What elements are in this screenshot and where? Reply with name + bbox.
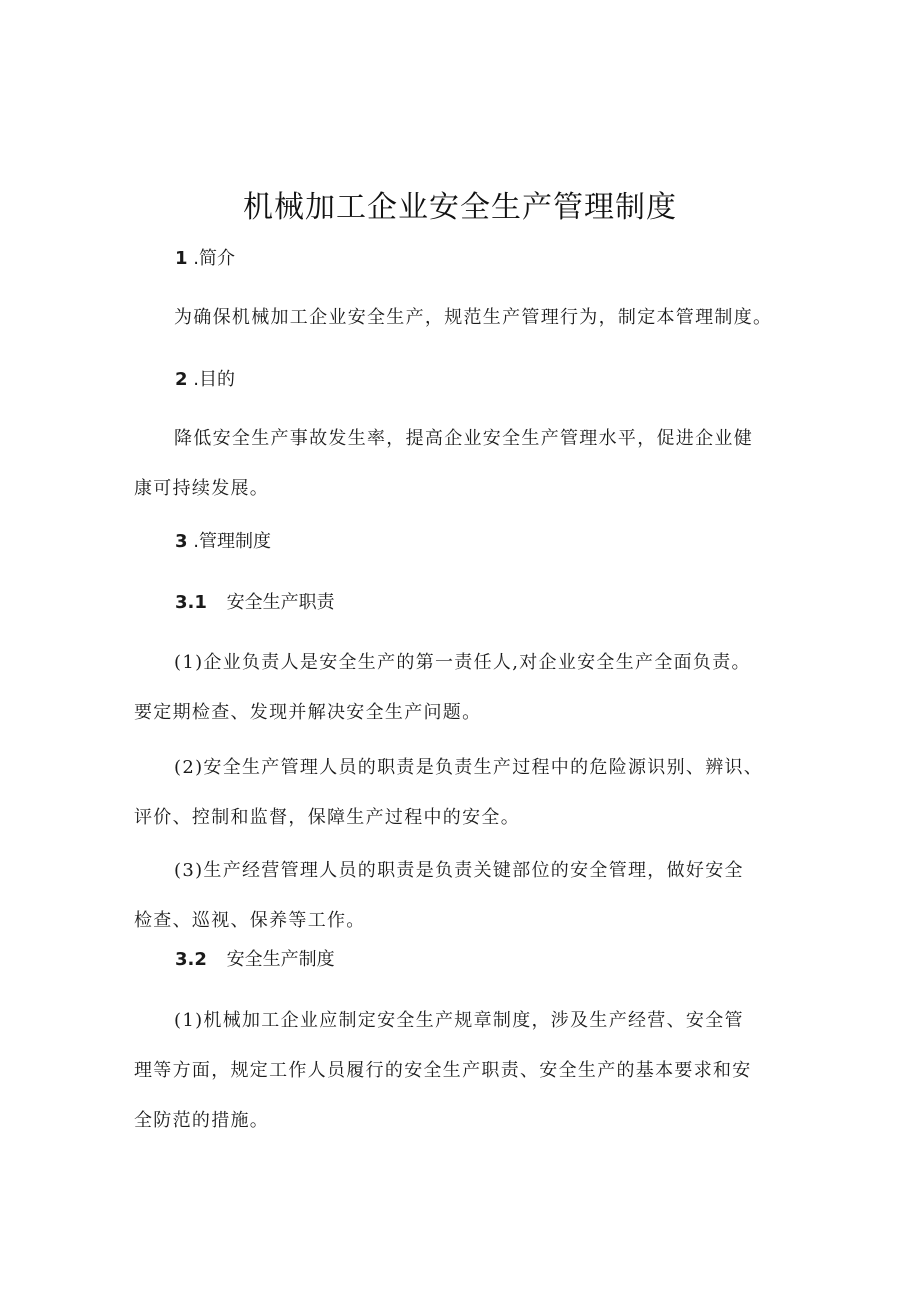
subsection-heading-3-2 [175, 946, 335, 974]
subsection-number: 3.1 [175, 592, 207, 613]
paragraph-line: 理等方面，规定工作人员履行的安全生产职责、安全生产的基本要求和安 [134, 1060, 752, 1081]
section-heading-3 [175, 528, 271, 556]
list-item-3-1-1 [134, 638, 794, 738]
section-number: 3 [175, 531, 188, 552]
subsection-number: 3.2 [175, 949, 207, 970]
section-heading-1 [175, 245, 235, 273]
section-title: .管理制度 [193, 531, 271, 552]
section-title: .目的 [193, 369, 235, 390]
subsection-heading-3-1 [175, 589, 335, 617]
section-number: 2 [175, 369, 188, 390]
paragraph-line: 降低安全生产事故发生率，提高企业安全生产管理水平，促进企业健 [174, 428, 753, 449]
paragraph-line: 康可持续发展。 [134, 478, 270, 499]
paragraph-line: 全防范的措施。 [134, 1110, 270, 1131]
paragraph-line: 要定期检查、发现并解决安全生产问题。 [134, 702, 482, 723]
paragraph-line: (1)机械加工企业应制定安全生产规章制度，涉及生产经营、安全管 [174, 1010, 744, 1031]
list-item-3-2-1 [134, 996, 794, 1146]
section-title: .简介 [193, 248, 235, 269]
section-number: 1 [175, 248, 188, 269]
paragraph-purpose [134, 414, 794, 514]
list-item-3-1-3 [134, 846, 794, 946]
section-heading-2 [175, 366, 235, 394]
paragraph-line: 评价、控制和监督，保障生产过程中的安全。 [134, 807, 520, 828]
paragraph-line: (2)安全生产管理人员的职责是负责生产过程中的危险源识别、辨识、 [174, 757, 764, 778]
paragraph-line: 为确保机械加工企业安全生产，规范生产管理行为，制定本管理制度。 [174, 307, 773, 328]
paragraph-line: 检查、巡视、保养等工作。 [134, 910, 366, 931]
subsection-title: 安全生产制度 [226, 949, 335, 970]
paragraph-intro [134, 293, 794, 343]
paragraph-line: (3)生产经营管理人员的职责是负责关键部位的安全管理，做好安全 [174, 860, 744, 881]
paragraph-line: (1)企业负责人是安全生产的第一责任人,对企业安全生产全面负责。 [174, 652, 751, 673]
list-item-3-1-2 [134, 743, 794, 843]
document-title: 机械加工企业安全生产管理制度 [243, 190, 677, 225]
subsection-title: 安全生产职责 [226, 592, 335, 613]
